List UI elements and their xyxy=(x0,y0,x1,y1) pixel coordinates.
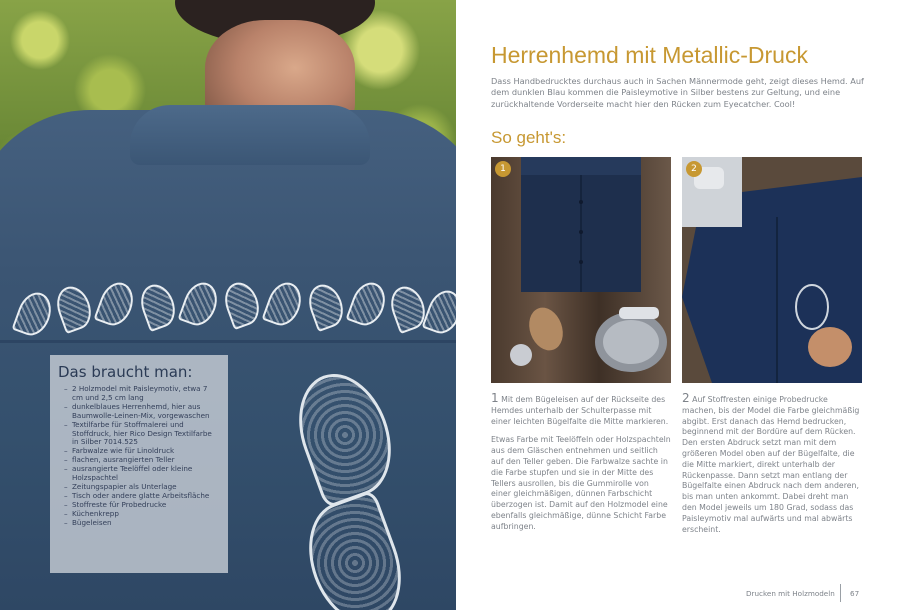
paisley-print xyxy=(261,278,306,330)
paisley-print xyxy=(51,282,96,334)
paisley-print xyxy=(303,280,348,332)
materials-item: – 2 Holzmodel mit Paisleymotiv, etwa 7 cm und 2,5 cm lang xyxy=(66,385,220,403)
step-number: 2 xyxy=(682,391,690,405)
step-2-illustration xyxy=(682,157,862,383)
step-badge: 2 xyxy=(686,161,702,177)
step-number: 1 xyxy=(491,391,499,405)
step-1-photo xyxy=(491,157,671,383)
shirt-collar xyxy=(130,105,370,165)
step-1-illustration xyxy=(491,157,671,383)
materials-item: – ausrangierte Teelöffel oder kleine Holzspachtel xyxy=(66,465,220,483)
step-2-text xyxy=(682,393,862,543)
page-number: 67 xyxy=(850,589,860,598)
step-badge: 1 xyxy=(495,161,511,177)
paisley-print xyxy=(93,278,138,330)
step-text: Auf Stoffresten einige Probedrucke machen, bis der Model die Farbe gleichmäßig abgibt. Erst danach das Hemd bedrucken, beginnend mit der Bordüre auf dem Rücken. Den ersten Abdruck setzt man mit dem größeren Model oben auf der Bügelfalte, die die Mitte markiert, direkt unterhalb der Rückenpasse. Dann setzt man entlang der Bügelfalte einen Abdruck nach dem anderen, bis man unten ankommt. Dabei dreht man den Model jeweils um 180 Grad, sodass das Paisleymotiv mal aufwärts und mal abwärts erscheint. xyxy=(682,395,860,534)
materials-item: – dunkelblaues Herrenhemd, hier aus Baumwolle-Leinen-Mix, vorgewaschen xyxy=(66,403,220,421)
materials-heading: Das braucht man: xyxy=(58,363,193,381)
step-paragraph xyxy=(491,393,671,427)
page-title: Herrenhemd mit Metallic-Druck xyxy=(491,42,808,68)
materials-item: – Zeitungspapier als Unterlage xyxy=(66,483,220,492)
step-2-photo xyxy=(682,157,862,383)
step-text: Mit dem Bügeleisen auf der Rückseite des Hemdes unterhalb der Schulterpasse mit einer leichten Bügelfalte die Mitte markieren. xyxy=(491,395,669,426)
step-1-text xyxy=(491,393,671,541)
paisley-print xyxy=(177,278,222,330)
right-page xyxy=(456,0,910,610)
materials-box xyxy=(50,355,228,573)
paisley-print xyxy=(219,278,264,330)
paisley-print xyxy=(135,280,180,332)
materials-item: – flachen, ausrangierten Teller xyxy=(66,456,220,465)
section-heading: So geht's: xyxy=(491,128,567,147)
paisley-print xyxy=(345,278,390,330)
materials-list xyxy=(58,385,220,528)
step-paragraph xyxy=(682,393,862,535)
materials-item: – Küchenkrepp xyxy=(66,510,220,519)
materials-item: – Bügeleisen xyxy=(66,519,220,528)
materials-item: – Textilfarbe für Stoffmalerei und Stoffdruck, hier Rico Design Textilfarbe in Silber 7014.525 xyxy=(66,421,220,448)
step-paragraph: Etwas Farbe mit Teelöffeln oder Holzspachteln aus dem Gläschen entnehmen und seitlich auf den Teller geben. Die Farbwalze sachte in die Farbe stupfen und sie in der Mitte des Tellers ausrollen, bis die Gummirolle von einer gleichmäßigen, dünnen Farbschicht überzogen ist. Damit auf den Holzmodel eine ebenfalls gleichmäßige, dünne Schicht Farbe aufbringen. xyxy=(491,435,671,531)
paisley-print xyxy=(421,286,456,338)
running-footer: Drucken mit Holzmodeln xyxy=(746,589,835,598)
materials-item: – Tisch oder andere glatte Arbeitsfläche xyxy=(66,492,220,501)
paisley-print xyxy=(11,288,56,340)
footer-divider xyxy=(840,584,841,602)
paisley-border-row xyxy=(18,282,456,342)
materials-item: – Stoffreste für Probedrucke xyxy=(66,501,220,510)
materials-item: – Farbwalze wie für Linoldruck xyxy=(66,447,220,456)
intro-text: Dass Handbedrucktes durchaus auch in Sachen Männermode geht, zeigt dieses Hemd. Auf dem dunklen Blau kommen die Paisleymotive in Silber bestens zur Geltung, und eine zurückhaltende Vorderseite macht hier den Rücken zum Eyecatcher. Cool! xyxy=(491,76,864,109)
